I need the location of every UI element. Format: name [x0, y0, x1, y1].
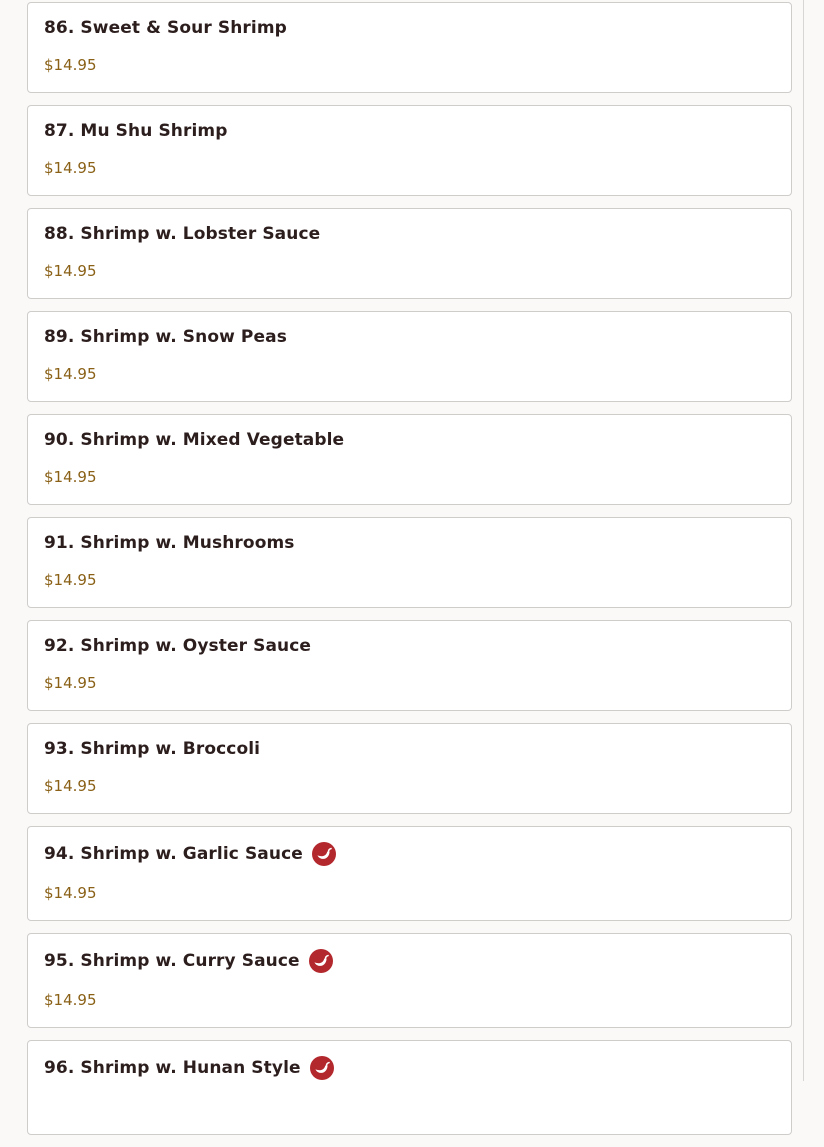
- menu-item-price: $14.95: [44, 365, 97, 383]
- menu-item-card[interactable]: [27, 826, 792, 921]
- menu-item-name: 91. Shrimp w. Mushrooms: [44, 533, 295, 553]
- menu-item-name: 87. Mu Shu Shrimp: [44, 121, 228, 141]
- menu-item-card[interactable]: [27, 2, 792, 93]
- menu-item-name: 93. Shrimp w. Broccoli: [44, 739, 261, 759]
- menu-item-title: [44, 636, 311, 656]
- menu-item-title: [44, 327, 287, 347]
- menu-item-name: 89. Shrimp w. Snow Peas: [44, 327, 287, 347]
- menu-item-card[interactable]: [27, 105, 792, 196]
- menu-item-title: [44, 121, 227, 141]
- menu-item-card[interactable]: [27, 311, 792, 402]
- menu-item-name: 92. Shrimp w. Oyster Sauce: [44, 636, 312, 656]
- menu-item-title: [44, 224, 320, 244]
- menu-item-card[interactable]: [27, 933, 792, 1028]
- menu-item-card[interactable]: [27, 620, 792, 711]
- menu-item-price: $14.95: [44, 674, 97, 692]
- menu-item-name: 95. Shrimp w. Curry Sauce: [44, 951, 300, 971]
- menu-item-name: 88. Shrimp w. Lobster Sauce: [44, 224, 321, 244]
- menu-item-title: [44, 430, 344, 450]
- menu-item-price: $14.95: [44, 571, 97, 589]
- menu-item-title: [44, 739, 260, 759]
- menu-item-price: $14.95: [44, 468, 97, 486]
- spicy-pepper-icon: [310, 1056, 334, 1080]
- menu-item-card[interactable]: [27, 723, 792, 814]
- menu-item-card[interactable]: [27, 517, 792, 608]
- menu-item-price: $14.95: [44, 777, 97, 795]
- menu-item-price: $14.95: [44, 262, 97, 280]
- menu-item-title: [44, 18, 287, 38]
- menu-item-name: 90. Shrimp w. Mixed Vegetable: [44, 430, 345, 450]
- menu-item-price: $14.95: [44, 884, 97, 902]
- menu-item-title: [44, 949, 333, 973]
- menu-item-card[interactable]: [27, 208, 792, 299]
- spicy-pepper-icon: [309, 949, 333, 973]
- menu-item-title: [44, 842, 336, 866]
- menu-item-list: [27, 2, 792, 1147]
- menu-item-title: [44, 533, 295, 553]
- menu-item-price: $14.95: [44, 56, 97, 74]
- menu-item-price: $14.95: [44, 159, 97, 177]
- menu-item-card[interactable]: [27, 414, 792, 505]
- menu-item-card[interactable]: [27, 1040, 792, 1135]
- menu-item-name: 94. Shrimp w. Garlic Sauce: [44, 844, 303, 864]
- menu-item-name: 86. Sweet & Sour Shrimp: [44, 18, 287, 38]
- menu-item-title: [44, 1056, 334, 1080]
- spicy-pepper-icon: [312, 842, 336, 866]
- menu-item-price: $14.95: [44, 991, 97, 1009]
- menu-item-name: 96. Shrimp w. Hunan Style: [44, 1058, 301, 1078]
- page-divider: [803, 0, 804, 1081]
